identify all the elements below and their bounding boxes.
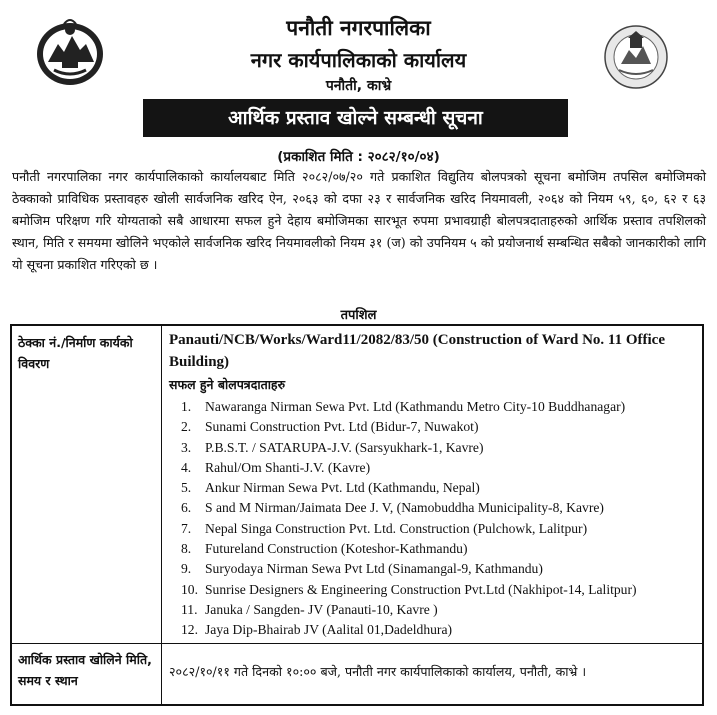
bidder-number: 9. — [181, 561, 192, 577]
contract-details-cell — [169, 329, 699, 641]
contract-label-cell: ठेक्का नं./निर्माण कार्यको विवरण — [18, 335, 133, 371]
table-row-divider — [12, 643, 702, 644]
bidder-number: 2. — [181, 419, 192, 435]
bidder-number: 1. — [181, 399, 192, 414]
bidder-number: 4. — [181, 459, 192, 475]
notice-title: आर्थिक प्रस्ताव खोल्ने सम्बन्धी सूचना — [143, 99, 568, 137]
bidder-item — [181, 559, 699, 579]
bidder-number: 8. — [181, 541, 192, 557]
bidder-name: Januka / Sangden- JV (Panauti-10, Kavre ) — [205, 601, 438, 617]
bidder-item — [181, 519, 699, 539]
bidder-name: Futureland Construction (Koteshor-Kathmandu) — [205, 541, 468, 557]
panauti-municipality-logo-icon — [603, 24, 669, 90]
bidder-item — [181, 438, 699, 458]
bidder-name: Sunami Construction Pvt. Ltd (Bidur-7, Nuwakot) — [205, 419, 479, 435]
bidder-item — [181, 478, 699, 498]
bidder-item — [181, 397, 699, 417]
table-column-divider — [161, 326, 162, 704]
bidder-item — [181, 539, 699, 559]
bidder-number: 5. — [181, 480, 192, 496]
schedule-table — [10, 324, 704, 706]
bidder-number: 10. — [181, 581, 198, 597]
bidder-number: 7. — [181, 520, 192, 536]
bidder-list — [169, 397, 699, 641]
bidder-number: 3. — [181, 439, 192, 455]
office-location: पनौती, काभ्रे — [325, 78, 392, 94]
bidder-item — [181, 600, 699, 620]
bidder-name: Sunrise Designers & Engineering Construction Pvt.Ltd (Nakhipot-14, Lalitpur) — [205, 581, 637, 597]
published-date: (प्रकाशित मिति : २०८२/१०/०४) — [277, 149, 440, 165]
bidder-number: 11. — [181, 601, 198, 617]
bidder-item — [181, 498, 699, 518]
opening-label-cell: आर्थिक प्रस्ताव खोलिने मिति, समय र स्थान — [18, 652, 152, 688]
nepal-emblem-icon — [34, 16, 106, 88]
contract-title: Panauti/NCB/Works/Ward11/2082/83/50 (Construction of Ward No. 11 Office Building) — [169, 332, 665, 370]
bidder-item — [181, 458, 699, 478]
municipality-name: पनौती नगरपालिका — [286, 16, 431, 40]
bidder-name: S and M Nirman/Jaimata Dee J. V, (Namobuddha Municipality-8, Kavre) — [205, 500, 604, 516]
bidder-name: Rahul/Om Shanti-J.V. (Kavre) — [205, 459, 371, 475]
bidder-item — [181, 620, 699, 640]
opening-details-cell: २०८२/१०/११ गते दिनको १०:०० बजे, पनौती नगर कार्यपालिकाको कार्यालय, पनौती, काभ्रे । — [169, 664, 587, 679]
bidder-name: Nawaranga Nirman Sewa Pvt. Ltd (Kathmandu Metro City-10 Buddhanagar) — [205, 399, 626, 414]
bidder-name: Ankur Nirman Sewa Pvt. Ltd (Kathmandu, Nepal) — [205, 480, 480, 496]
bidder-item — [181, 417, 699, 437]
bidder-name: Suryodaya Nirman Sewa Pvt Ltd (Sinamangal-9, Kathmandu) — [205, 561, 543, 577]
bidders-heading: सफल हुने बोलपत्रदाताहरु — [169, 377, 286, 392]
bidder-number: 12. — [181, 622, 198, 638]
bidder-name: P.B.S.T. / SATARUPA-J.V. (Sarsyukhark-1, Kavre) — [205, 439, 484, 455]
bidder-name: Jaya Dip-Bhairab JV (Aalital 01,Dadeldhura) — [205, 622, 453, 638]
bidder-number: 6. — [181, 500, 192, 516]
notice-header — [0, 6, 717, 98]
bidder-item — [181, 580, 699, 600]
schedule-label: तपशिल — [340, 308, 377, 323]
notice-body-paragraph: पनौती नगरपालिका नगर कार्यपालिकाको कार्यालयबाट मिति २०८२/०७/२० गते प्रकाशित विद्युतिय बोलपत्रको सूचना बमोजिम तपसिल बमोजिमको ठेक्काको प्राविधिक प्रस्तावहरु खोली सार्वजनिक खरिद ऐन, २०६३ को दफा २३ र सार्वजनिक खरिद नियमावली, २०६४ को नियम ५९, ६०, ६२ र ६३ बमोजिम परिक्षण गरि योग्यताको सबै आधारमा सफल हुने देहाय बमोजिमका सारभूत रुपमा प्रभावग्राही बोलपत्रदाताहरुको आर्थिक प्रस्ताव तपशिलको स्थान, मिति र समयमा खोलिने भएकोले सार्वजनिक खरिद नियमावलीको नियम ३१ (ज) को उपनियम ५ को प्रयोजनार्थ सम्बन्धित सबैको जानकारीको लागि यो सूचना प्रकाशित गरिएको छ । — [12, 169, 706, 272]
office-name: नगर कार्यपालिकाको कार्यालय — [250, 48, 467, 72]
bidder-name: Nepal Singa Construction Pvt. Ltd. Construction (Pulchowk, Lalitpur) — [205, 520, 588, 536]
